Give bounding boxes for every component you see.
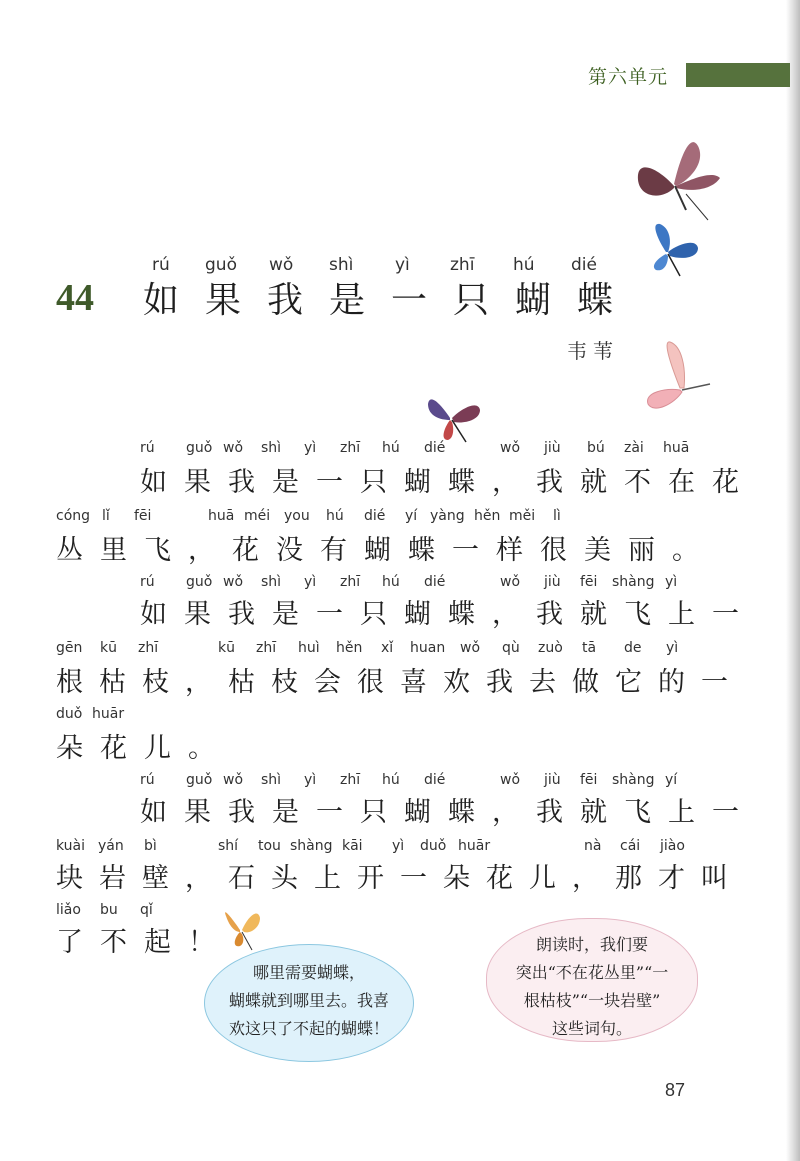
text-line: 朵花儿。 (56, 733, 232, 764)
line-pinyin: duǒ (420, 838, 447, 854)
line-pinyin: dié (364, 508, 386, 524)
line-pinyin: zuò (538, 640, 563, 656)
line-pinyin: wǒ (223, 574, 244, 590)
line-pinyin: zhī (256, 640, 277, 656)
line-pinyin: kū (218, 640, 235, 656)
unit-bar (686, 63, 790, 87)
unit-label: 第六单元 (588, 66, 669, 88)
line-pinyin: wǒ (500, 440, 521, 456)
line-pinyin: cái (620, 838, 641, 854)
line-pinyin: qù (502, 640, 520, 656)
speech-bubble-pink (486, 918, 698, 1042)
line-pinyin: you (284, 508, 310, 524)
line-pinyin: huan (410, 640, 446, 656)
bubble-line: 欢这只了不起的蝴蝶！ (228, 1019, 389, 1038)
line-pinyin: yì (304, 440, 317, 456)
text-line: 了不起！ (56, 927, 232, 958)
line-pinyin: wǒ (500, 772, 521, 788)
line-pinyin: dié (424, 440, 446, 456)
line-pinyin: rú (140, 574, 155, 590)
line-pinyin: shàng (612, 772, 655, 788)
line-pinyin: měi (509, 508, 536, 524)
line-pinyin: yì (304, 574, 317, 590)
page-number: 87 (665, 1080, 686, 1100)
line-pinyin: zhī (340, 574, 361, 590)
title-pinyin: dié (571, 255, 597, 275)
author: 韦苇 (567, 339, 619, 363)
line-pinyin: shí (218, 838, 239, 854)
line-pinyin: shàng (612, 574, 655, 590)
line-pinyin: bu (100, 902, 118, 918)
line-pinyin: hěn (474, 508, 501, 524)
line-pinyin: tou (258, 838, 281, 854)
line-pinyin: yì (666, 640, 679, 656)
title-pinyin: hú (513, 255, 535, 275)
line-pinyin: gēn (56, 640, 83, 656)
line-pinyin: yì (665, 574, 678, 590)
text-line: 根枯枝，枯枝会很喜欢我去做它的一 (56, 667, 744, 698)
line-pinyin: liǎo (56, 902, 81, 918)
line-pinyin: bì (144, 838, 157, 854)
line-pinyin: wǒ (223, 772, 244, 788)
line-pinyin: kū (100, 640, 117, 656)
bubble-line: 突出“不在花丛里”“一 (515, 963, 669, 982)
line-pinyin: yí (665, 772, 678, 788)
line-pinyin: dié (424, 574, 446, 590)
line-pinyin: méi (244, 508, 271, 524)
bubble-line: 哪里需要蝴蝶， (252, 963, 365, 982)
butterfly-orange-icon (218, 902, 268, 952)
line-pinyin: huā (663, 440, 690, 456)
line-pinyin: de (624, 640, 642, 656)
line-pinyin: hú (382, 772, 400, 788)
text-line: 块岩壁，石头上开一朵花儿，那才叫 (56, 863, 744, 894)
line-pinyin: hú (382, 574, 400, 590)
line-pinyin: jiù (544, 772, 561, 788)
line-pinyin: duǒ (56, 706, 83, 722)
line-pinyin: shàng (290, 838, 333, 854)
butterfly-pink-icon (640, 338, 716, 414)
line-pinyin: zhī (138, 640, 159, 656)
line-pinyin: wǒ (460, 640, 481, 656)
line-pinyin: zhī (340, 440, 361, 456)
title-pinyin: guǒ (205, 255, 237, 275)
line-pinyin: guǒ (186, 440, 213, 456)
line-pinyin: zhī (340, 772, 361, 788)
butterfly-blue-icon (646, 218, 702, 280)
line-pinyin: huār (458, 838, 491, 854)
line-pinyin: lì (553, 508, 561, 524)
line-pinyin: xǐ (381, 640, 394, 656)
line-pinyin: rú (140, 440, 155, 456)
bubble-line: 蝴蝶就到哪里去。我喜 (228, 991, 389, 1010)
bubble-line: 朗读时，我们要 (535, 935, 648, 954)
lesson-title: 如果我是一只蝴蝶 (143, 280, 640, 321)
line-pinyin: zài (624, 440, 644, 456)
line-pinyin: guǒ (186, 574, 213, 590)
title-pinyin: zhī (450, 255, 475, 275)
line-pinyin: huār (92, 706, 125, 722)
line-pinyin: huì (298, 640, 320, 656)
line-pinyin: yàng (430, 508, 465, 524)
line-pinyin: dié (424, 772, 446, 788)
title-pinyin: rú (152, 255, 170, 275)
title-pinyin: shì (329, 255, 354, 275)
page-edge-shadow (786, 0, 800, 1161)
line-pinyin: jiù (544, 440, 561, 456)
line-pinyin: kuài (56, 838, 86, 854)
line-pinyin: bú (587, 440, 605, 456)
line-pinyin: rú (140, 772, 155, 788)
line-pinyin: jiù (544, 574, 561, 590)
line-pinyin: lǐ (102, 508, 110, 524)
line-pinyin: wǒ (500, 574, 521, 590)
line-pinyin: yì (304, 772, 317, 788)
line-pinyin: fēi (580, 772, 598, 788)
line-pinyin: shì (261, 440, 282, 456)
line-pinyin: yí (405, 508, 418, 524)
butterfly-red-icon (422, 388, 484, 444)
line-pinyin: tā (582, 640, 597, 656)
line-pinyin: hú (326, 508, 344, 524)
title-pinyin: yì (395, 255, 410, 275)
line-pinyin: yán (98, 838, 124, 854)
line-pinyin: fēi (134, 508, 152, 524)
line-pinyin: wǒ (223, 440, 244, 456)
text-line: 如果我是一只蝴蝶，我就不在花 (140, 467, 756, 498)
speech-bubble-blue (204, 944, 414, 1062)
text-line: 如果我是一只蝴蝶，我就飞上一 (140, 797, 756, 828)
line-pinyin: cóng (56, 508, 91, 524)
bubble-line: 这些词句。 (551, 1019, 632, 1038)
line-pinyin: kāi (342, 838, 363, 854)
butterfly-brown-icon (628, 128, 724, 224)
line-pinyin: guǒ (186, 772, 213, 788)
bubble-line: 根枯枝”“一块岩壁” (523, 991, 661, 1010)
line-pinyin: jiào (660, 838, 685, 854)
text-line: 丛里飞，花没有蝴蝶一样很美丽。 (56, 535, 716, 566)
line-pinyin: hěn (336, 640, 363, 656)
title-pinyin: wǒ (269, 255, 294, 275)
line-pinyin: shì (261, 574, 282, 590)
line-pinyin: hú (382, 440, 400, 456)
text-line: 如果我是一只蝴蝶，我就飞上一 (140, 599, 756, 630)
line-pinyin: yì (392, 838, 405, 854)
lesson-number: 44 (56, 277, 94, 319)
line-pinyin: nà (584, 838, 602, 854)
line-pinyin: qǐ (140, 902, 153, 918)
line-pinyin: shì (261, 772, 282, 788)
line-pinyin: fēi (580, 574, 598, 590)
line-pinyin: huā (208, 508, 235, 524)
